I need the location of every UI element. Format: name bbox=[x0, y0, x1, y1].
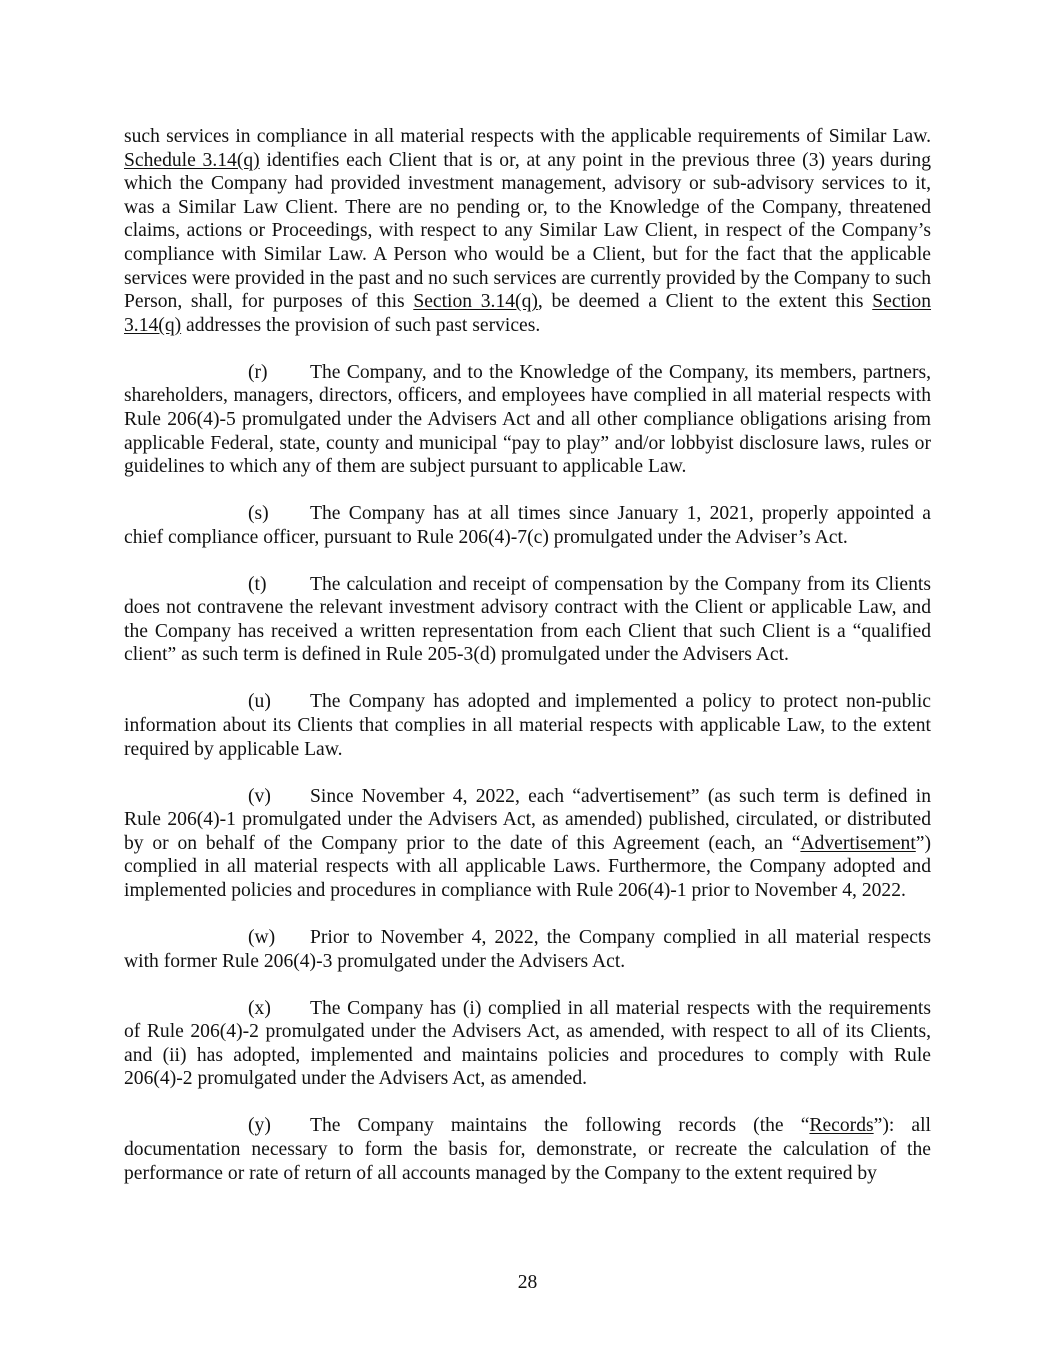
section-label: (r) bbox=[248, 361, 268, 383]
paragraph-t bbox=[124, 573, 931, 667]
paragraph-text: ”) complied in all material respects with all applicable Laws. Furthermore, the Company adopted and implemented policies and procedures in compliance with Rule 206(4)-1 prior to November 4, 2022. bbox=[124, 832, 931, 901]
paragraph-text: The Company has adopted and implemented a policy to protect non-public information about its Clients that complies in all material respects with applicable Law, to the extent required by applicable Law. bbox=[124, 691, 931, 760]
section-label: (u) bbox=[248, 691, 271, 713]
schedule-reference: Schedule 3.14(q) bbox=[124, 149, 260, 171]
paragraph-v bbox=[124, 785, 931, 903]
section-label: (v) bbox=[248, 785, 271, 807]
section-label: (y) bbox=[248, 1115, 271, 1137]
section-label: (x) bbox=[248, 997, 271, 1019]
paragraph-x bbox=[124, 997, 931, 1091]
document-body bbox=[124, 125, 931, 1208]
paragraph-text: addresses the provision of such past services. bbox=[181, 314, 541, 336]
paragraph-text: The Company, and to the Knowledge of the Company, its members, partners, shareholders, managers, directors, officers, and employees have complied in all material respects with Rule 206(4)-5 promulgated under the Advisers Act and all other compliance obligations arising from applicable Federal, state, county and municipal “pay to play” and/or lobbyist disclosure laws, rules or guidelines to which any of them are subject pursuant to applicable Law. bbox=[124, 361, 931, 478]
paragraph-y bbox=[124, 1114, 931, 1185]
paragraph-text: identifies each Client that is or, at any point in the previous three (3) years during which the Company had provided investment management, advisory or sub-advisory services to it, was a Similar Law Client. There are no pending or, to the Knowledge of the Company, threatened claims, actions or Proceedings, with respect to any Similar Law Client, in respect of the Company’s compliance with Similar Law. A Person who would be a Client, but for the fact that the applicable services were provided in the past and no such services are currently provided by the Company to such Person, shall, for purposes of this bbox=[124, 149, 931, 313]
paragraph-q-continuation bbox=[124, 125, 931, 337]
paragraph-text: Since November 4, 2022, each “advertisement” (as such term is defined in Rule 206(4)-1 promulgated under the Advisers Act, as amended) published, circulated, or distributed by or on behalf of the Company prior to the date of this Agreement (each, an “ bbox=[124, 785, 931, 854]
paragraph-text: The Company maintains the following records (the “ bbox=[310, 1115, 810, 1137]
paragraph-s bbox=[124, 502, 931, 549]
section-label: (t) bbox=[248, 573, 267, 595]
paragraph-text: Prior to November 4, 2022, the Company complied in all material respects with former Rule 206(4)-3 promulgated under the Advisers Act. bbox=[124, 926, 931, 972]
paragraph-text: The Company has (i) complied in all material respects with the requirements of Rule 206(4)-2 promulgated under the Advisers Act, as amended, with respect to all of its Clients, and (ii) has adopted, implemented and maintains policies and procedures to comply with Rule 206(4)-2 promulgated under the Advisers Act, as amended. bbox=[124, 997, 931, 1090]
paragraph-text: The Company has at all times since January 1, 2021, properly appointed a chief compliance officer, pursuant to Rule 206(4)-7(c) promulgated under the Adviser’s Act. bbox=[124, 503, 931, 548]
paragraph-text: such services in compliance in all material respects with the applicable requirements of Similar Law. bbox=[124, 126, 931, 147]
page-number: 28 bbox=[517, 1272, 538, 1293]
paragraph-text: ”): all documentation necessary to form the basis for, demonstrate, or recreate the calculation of the performance or rate of return of all accounts managed by the Company to the extent required by bbox=[124, 1115, 931, 1184]
section-reference: Section 3.14(q) bbox=[124, 291, 932, 336]
paragraph-text: , be deemed a Client to the extent this bbox=[537, 291, 873, 313]
paragraph-u bbox=[124, 690, 931, 761]
section-label: (s) bbox=[248, 503, 269, 525]
defined-term: Advertisement bbox=[800, 832, 916, 854]
paragraph-w bbox=[124, 926, 931, 973]
defined-term: Records bbox=[809, 1115, 874, 1137]
paragraph-r bbox=[124, 361, 931, 479]
section-reference: Section 3.14(q) bbox=[413, 291, 538, 313]
paragraph-text: The calculation and receipt of compensation by the Company from its Clients does not contravene the relevant investment advisory contract with the Client or applicable Law, and the Company has received a written representation from each Client that such Client is a “qualified client” as such term is defined in Rule 205-3(d) promulgated under the Advisers Act. bbox=[124, 573, 931, 666]
section-label: (w) bbox=[248, 926, 276, 948]
